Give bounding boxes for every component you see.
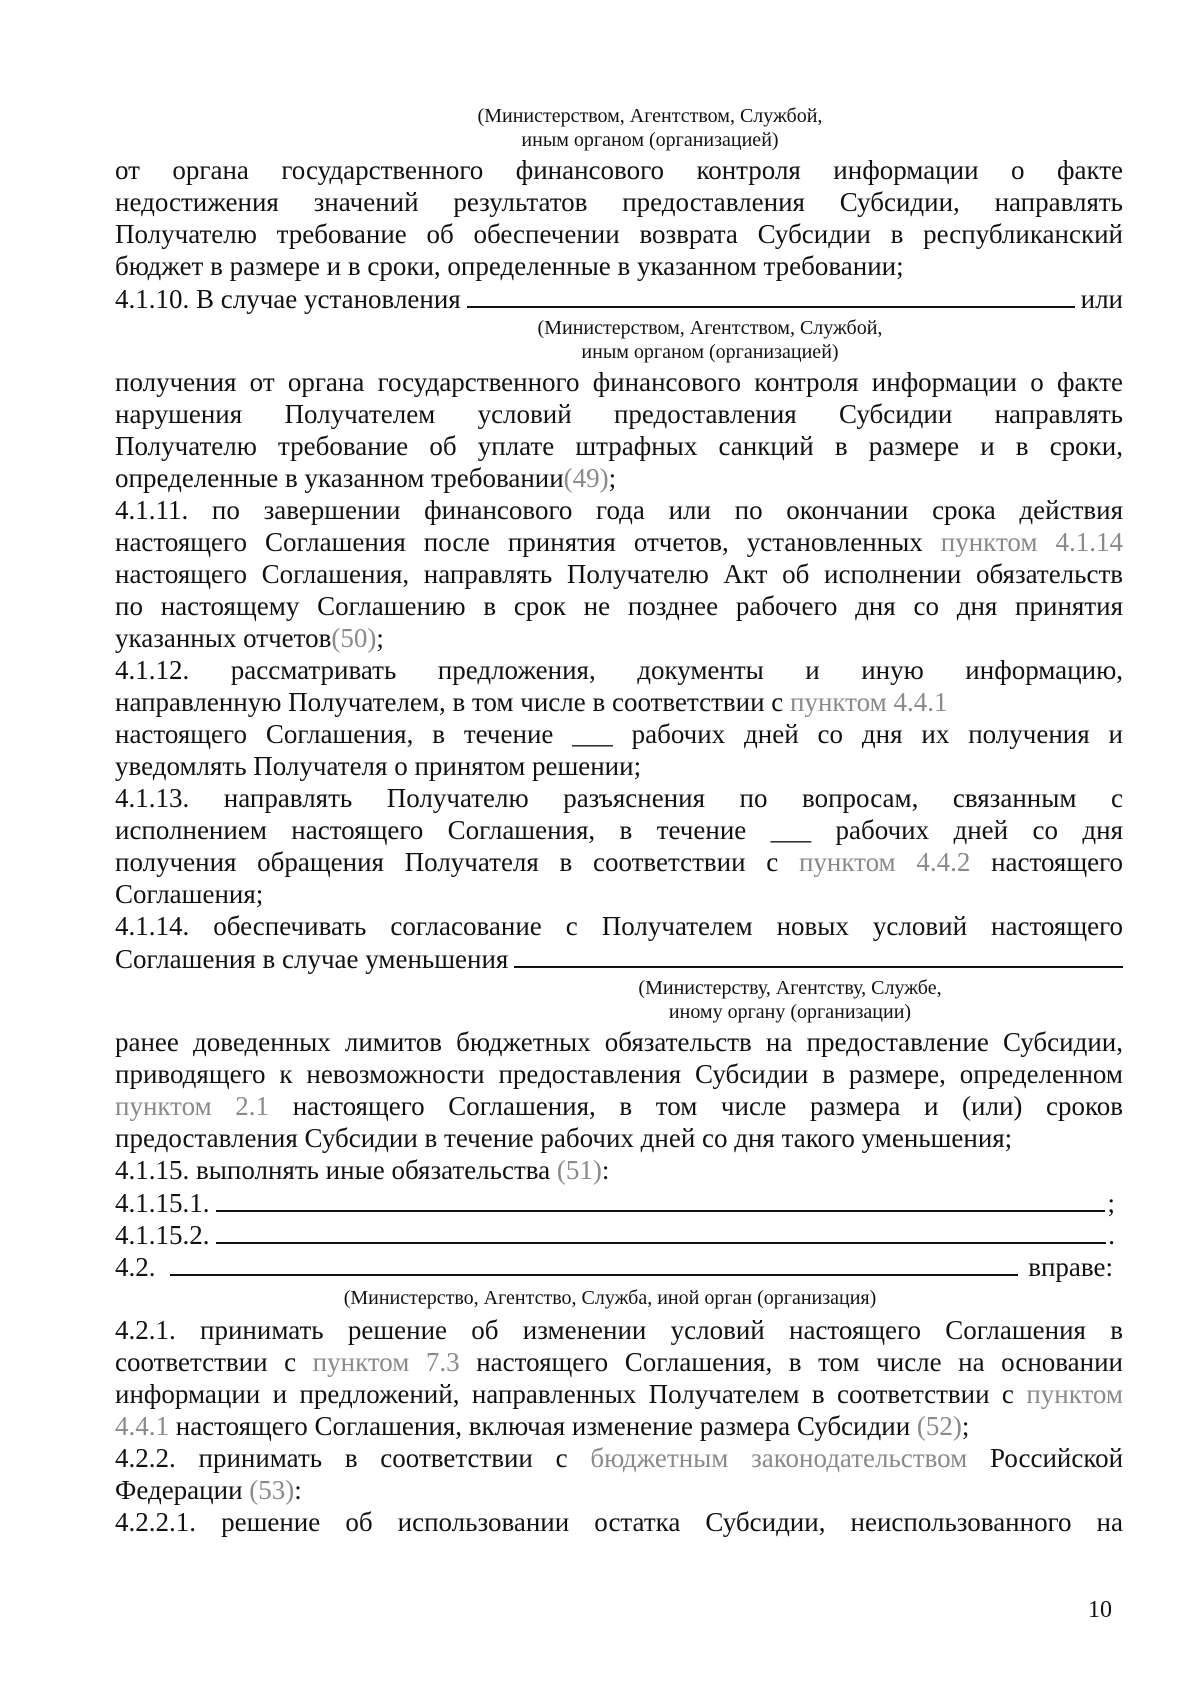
text-line [115,526,1123,558]
text-line: 4.2.1. принимать решение об изменении условий настоящего Соглашения в [115,1315,1123,1345]
text-fragment: : [294,1475,302,1505]
link-clause[interactable]: пунктом 4.1.14 [940,527,1123,557]
text-fragment: настоящего Соглашения, включая изменение размера Субсидии [175,1411,911,1441]
text-line [115,1346,1123,1378]
text-line: 4.2.2.1. решение об использовании остатка Субсидии, неиспользованного на [115,1507,1123,1537]
text-fragment: . [1108,1220,1115,1250]
page-number: 10 [1088,1597,1112,1623]
text-fragment: или [1080,284,1123,314]
text-fragment: настоящего Соглашения после принятия отчетов, установленных [115,527,923,557]
text-line: Получателю требование об обеспечении возврата Субсидии в республиканский [115,219,1123,249]
footnote-ref[interactable]: (50) [331,623,377,653]
text-line [115,622,1123,654]
text-fragment: : [601,1155,610,1185]
text-fragment: ; [1107,1188,1115,1218]
text-line-4-1-14 [115,942,1123,975]
text-line: исполнением настоящего Соглашения, в течение ___ рабочих дней со дня [115,815,1123,845]
text-line: 4.1.12. рассматривать предложения, документы и иную информацию, [115,655,1123,685]
text-line [115,1410,1123,1442]
text-fragment: настоящего Соглашения, в том числе на основании [476,1347,1124,1377]
text-line: 4.1.11. по завершении финансового года или по окончании срока действия [115,495,1123,525]
text-fragment: направленную Получателем, в том числе в соответствии с [115,687,784,717]
caption-line: (Министерство, Агентство, Служба, иной орган (организация) [343,1287,877,1309]
text-line: по настоящему Соглашению в срок не позднее рабочего дня со дня принятия [115,591,1123,621]
caption-line: (Министерству, Агентству, Службе, [638,977,942,999]
text-line [115,1378,1123,1410]
text-line: ранее доведенных лимитов бюджетных обязательств на предоставление Субсидии, [115,1027,1123,1057]
caption-authority-2 [510,316,910,364]
footnote-ref[interactable]: (49) [563,463,609,493]
text-line: настоящего Соглашения, в течение ___ рабочих дней со дня их получения и [115,719,1123,749]
text-fragment: информации и предложений, направленных Получателем в соответствии с [115,1379,1014,1409]
link-clause[interactable]: 4.4.1 [115,1411,169,1441]
text-line: настоящего Соглашения, направлять Получателю Акт об исполнении обязательств [115,559,1123,589]
text-line: Получателю требование об уплате штрафных санкций в размере и в сроки, [115,431,1123,461]
text-line-4-1-15-2 [115,1218,1115,1251]
text-fragment: Соглашения в случае уменьшения [115,944,509,974]
link-clause[interactable]: пунктом 2.1 [115,1091,270,1121]
text-fragment: 4.2. [115,1252,156,1282]
text-line-4-1-10 [115,282,1123,315]
text-line [115,462,1123,494]
link-clause[interactable]: пунктом 7.3 [312,1347,460,1377]
text-line [115,1090,1123,1122]
text-line: недостижения значений результатов предоставления Субсидии, направлять [115,187,1123,217]
text-line: нарушения Получателем условий предоставления Субсидии направлять [115,399,1123,429]
text-fragment: настоящего Соглашения, в том числе размера и (или) сроков [292,1091,1124,1121]
blank-field [216,1218,1107,1244]
text-line [115,1474,1123,1506]
text-fragment: ; [608,463,617,493]
text-fragment: 4.1.15. выполнять иные обязательства [115,1155,551,1185]
text-line: приводящего к невозможности предоставления Субсидии в размере, определенном [115,1059,1123,1089]
link-clause[interactable]: пунктом [1026,1379,1124,1409]
text-fragment: соответствии с [115,1347,297,1377]
text-line: от органа государственного финансового контроля информации о факте [115,155,1123,185]
caption-line: (Министерством, Агентством, Службой, [477,105,823,127]
caption-authority-3 [590,976,990,1024]
text-line: 4.1.13. направлять Получателю разъяснения по вопросам, связанным с [115,783,1123,813]
text-fragment: настоящего [991,847,1124,877]
text-line [115,1442,1123,1474]
text-fragment: 4.1.10. В случае установления [115,284,461,314]
footnote-ref[interactable]: (53) [249,1475,295,1505]
link-clause[interactable]: пунктом 4.4.2 [798,847,971,877]
text-fragment: определенные в указанном требовании [115,463,564,493]
text-line: Соглашения; [115,879,264,909]
text-line: предоставления Субсидии в течение рабочих дней со дня такого уменьшения; [115,1123,1013,1153]
caption-authority-4 [300,1286,920,1310]
text-line [115,686,1123,718]
blank-field [216,1186,1106,1212]
text-fragment: 4.1.15.1. [115,1188,210,1218]
text-fragment: 4.2.2. принимать в соответствии с [115,1443,568,1473]
caption-line: иным органом (организацией) [581,341,839,363]
footnote-ref[interactable]: (51) [556,1155,602,1185]
blank-field [514,942,1123,968]
blank-field [170,1250,1019,1276]
text-fragment: получения обращения Получателя в соответствии с [115,847,779,877]
caption-line: иным органом (организацией) [521,129,779,151]
text-line: бюджет в размере и в сроки, определенные в указанном требовании; [115,251,904,281]
link-budget-legislation[interactable]: бюджетным законодательством [590,1443,968,1473]
caption-line: (Министерством, Агентством, Службой, [537,317,883,339]
text-line [115,1154,1123,1186]
text-fragment: Российской [989,1443,1124,1473]
text-line-4-1-15-1 [115,1186,1115,1219]
text-fragment: 4.1.15.2. [115,1220,210,1250]
caption-authority-1 [450,104,850,152]
text-line-4-2 [115,1250,1113,1283]
footnote-ref[interactable]: (52) [916,1411,962,1441]
link-clause[interactable]: пунктом 4.4.1 [790,687,948,717]
blank-field [467,282,1075,308]
text-fragment: указанных отчетов [115,623,332,653]
text-line: уведомлять Получателя о принятом решении; [115,751,642,781]
text-fragment: ; [376,623,384,653]
text-fragment: Федерации [115,1475,243,1505]
text-fragment: вправе: [1028,1252,1113,1282]
caption-line: иному органу (организации) [668,1001,912,1023]
text-line: 4.1.14. обеспечивать согласование с Получателем новых условий настоящего [115,911,1123,941]
text-fragment: ; [961,1411,970,1441]
text-line: получения от органа государственного финансового контроля информации о факте [115,367,1123,397]
text-line [115,846,1123,878]
